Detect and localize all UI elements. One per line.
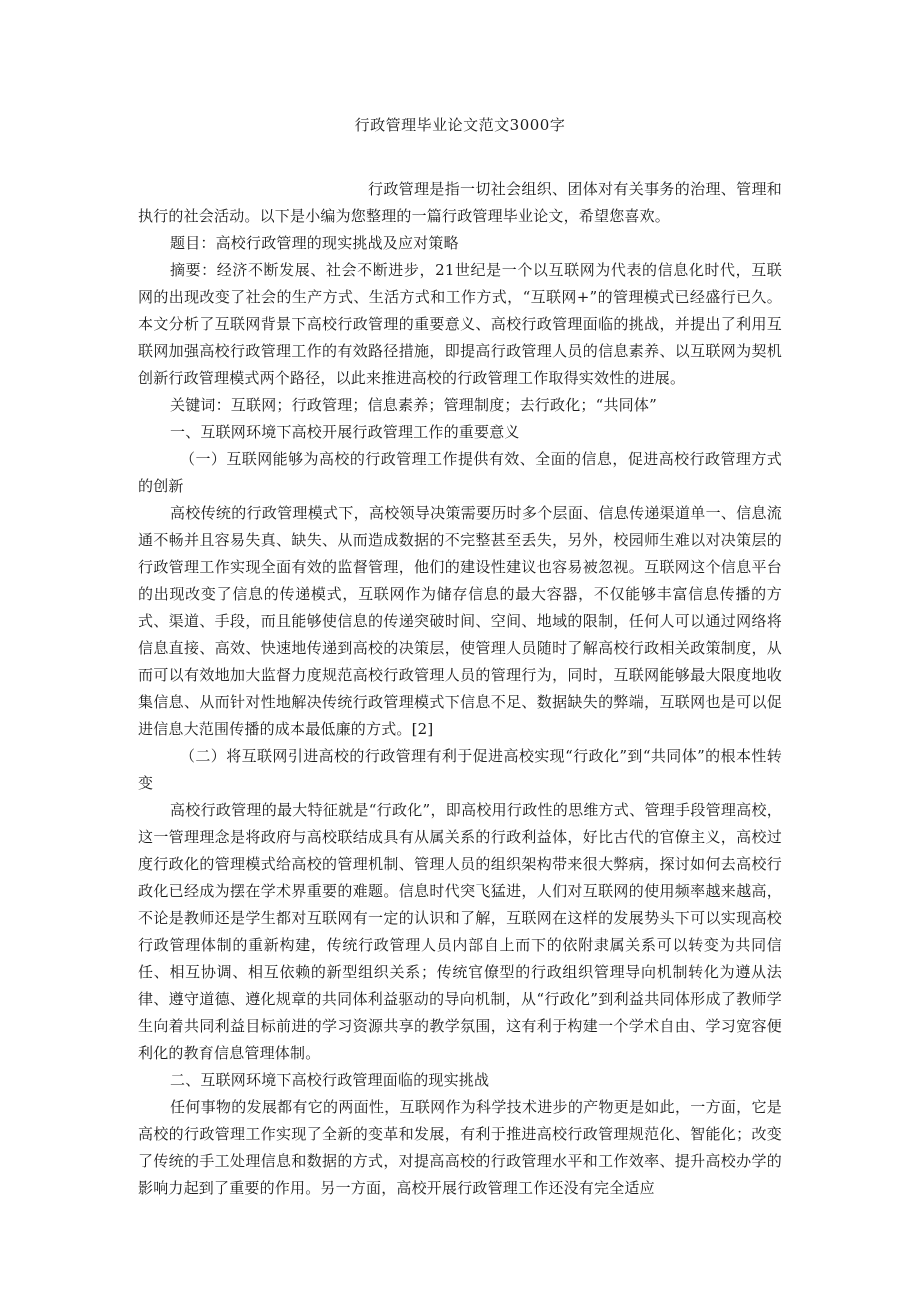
abstract-paragraph: 摘要：经济不断发展、社会不断进步，21世纪是一个以互联网为代表的信息化时代，互联网的出现改变了社会的生产方式、生活方式和工作方式，“互联网+”的管理模式已经盛行已久。本文分析了互联网背景下高校行政管理的重要意义、高校行政管理面临的挑战，并提出了利用互联网加强高校行政管理工作的有效路径措施，即提高行政管理人员的信息素养、以互联网为契机创新行政管理模式两个路径，以此来推进高校的行政管理工作取得实效性的进展。 (138, 261, 782, 387)
section-heading-2: 二、互联网环境下高校行政管理面临的现实挑战 (170, 1071, 490, 1089)
section-body-2: 任何事物的发展都有它的两面性，互联网作为科学技术进步的产物更是如此，一方面，它是高校的行政管理工作实现了全新的变革和发展，有利于推进高校行政管理规范化、智能化；改变了传统的手工处理信息和数据的方式，对提高高校的行政管理水平和工作效率、提升高校办学的影响力起到了重要的作用。另一方面，高校开展行政管理工作还没有完全适应 (138, 1098, 782, 1197)
document-title: 行政管理毕业论文范文3000字 (354, 116, 566, 134)
subsection-heading-2: （二）将互联网引进高校的行政管理有利于促进高校实现“行政化”到“共同体”的根本性转变 (138, 747, 782, 792)
section-heading-1: 一、互联网环境下高校开展行政管理工作的重要意义 (170, 423, 520, 441)
document-body (138, 176, 782, 1202)
topic-line: 题目：高校行政管理的现实挑战及应对策略 (170, 234, 459, 252)
subsection-body-1: 高校传统的行政管理模式下，高校领导决策需要历时多个层面、信息传递渠道单一、信息流通不畅并且容易失真、缺失、从而造成数据的不完整甚至丢失，另外，校园师生难以对决策层的行政管理工作实现全面有效的监督管理，他们的建设性建议也容易被忽视。互联网这个信息平台的出现改变了信息的传递模式，互联网作为储存信息的最大容器，不仅能够丰富信息传播的方式、渠道、手段，而且能够使信息的传递突破时间、空间、地域的限制，任何人可以通过网络将信息直接、高效、快速地传递到高校的决策层，使管理人员随时了解高校行政相关政策制度，从而可以有效地加大监督力度规范高校行政管理人员的管理行为，同时，互联网能够最大限度地收集信息、从而针对性地解决传统行政管理模式下信息不足、数据缺失的弊端，互联网也是可以促进信息大范围传播的成本最低廉的方式。[2] (138, 504, 782, 738)
intro-paragraph: 行政管理是指一切社会组织、团体对有关事务的治理、管理和执行的社会活动。以下是小编为您整理的一篇行政管理毕业论文，希望您喜欢。 (138, 180, 782, 225)
subsection-body-2: 高校行政管理的最大特征就是“行政化”，即高校用行政性的思维方式、管理手段管理高校，这一管理理念是将政府与高校联结成具有从属关系的行政利益体，好比古代的官僚主义，高校过度行政化的管理模式给高校的管理机制、管理人员的组织架构带来很大弊病，探讨如何去高校行政化已经成为摆在学术界重要的难题。信息时代突飞猛进，人们对互联网的使用频率越来越高，不论是教师还是学生都对互联网有一定的认识和了解，互联网在这样的发展势头下可以实现高校行政管理体制的重新构建，传统行政管理人员内部自上而下的依附隶属关系可以转变为共同信任、相互协调、相互依赖的新型组织关系；传统官僚型的行政组织管理导向机制转化为遵从法律、遵守道德、遵化规章的共同体利益驱动的导向机制，从“行政化”到利益共同体形成了教师学生向着共同利益目标前进的学习资源共享的教学氛围，这有利于构建一个学术自由、学习宽容便利化的教育信息管理体制。 (138, 801, 782, 1062)
subsection-heading-1: （一）互联网能够为高校的行政管理工作提供有效、全面的信息，促进高校行政管理方式的创新 (138, 450, 782, 495)
keywords-line: 关键词：互联网；行政管理；信息素养；管理制度；去行政化；“共同体” (170, 396, 657, 414)
